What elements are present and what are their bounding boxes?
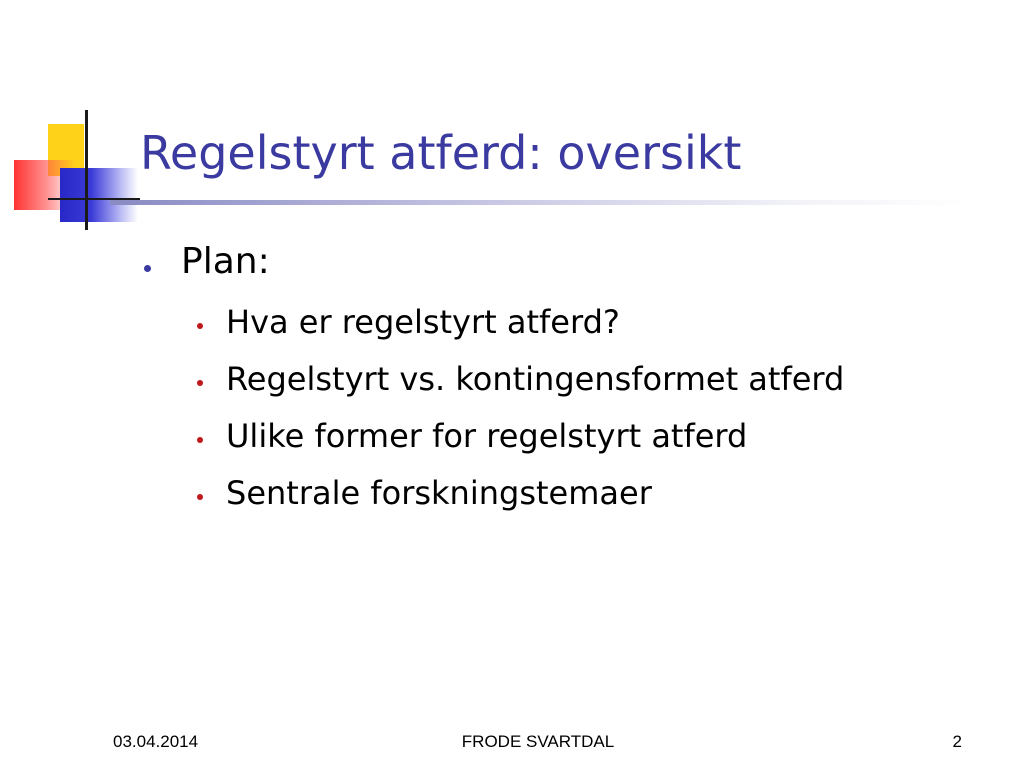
sub-bullet-icon [197, 437, 203, 443]
slide-title: Regelstyrt atferd: oversikt [140, 126, 742, 180]
sub-bullet-icon [197, 323, 203, 329]
bullet-icon [144, 265, 151, 272]
footer-page-number: 2 [952, 732, 962, 751]
bullet-plan: Plan: [181, 241, 270, 282]
sub-bullet-icon [197, 494, 203, 500]
sub-bullet-item: Ulike former for regelstyrt atferd [226, 417, 748, 455]
sub-bullet-icon [197, 380, 203, 386]
sub-bullet-item: Regelstyrt vs. kontingensformet atferd [226, 360, 845, 398]
footer-author: FRODE SVARTDAL [461, 732, 615, 751]
footer-date: 03.04.2014 [113, 732, 199, 751]
sub-bullet-item: Hva er regelstyrt atferd? [226, 303, 620, 341]
sub-bullet-item: Sentrale forskningstemaer [226, 474, 652, 512]
